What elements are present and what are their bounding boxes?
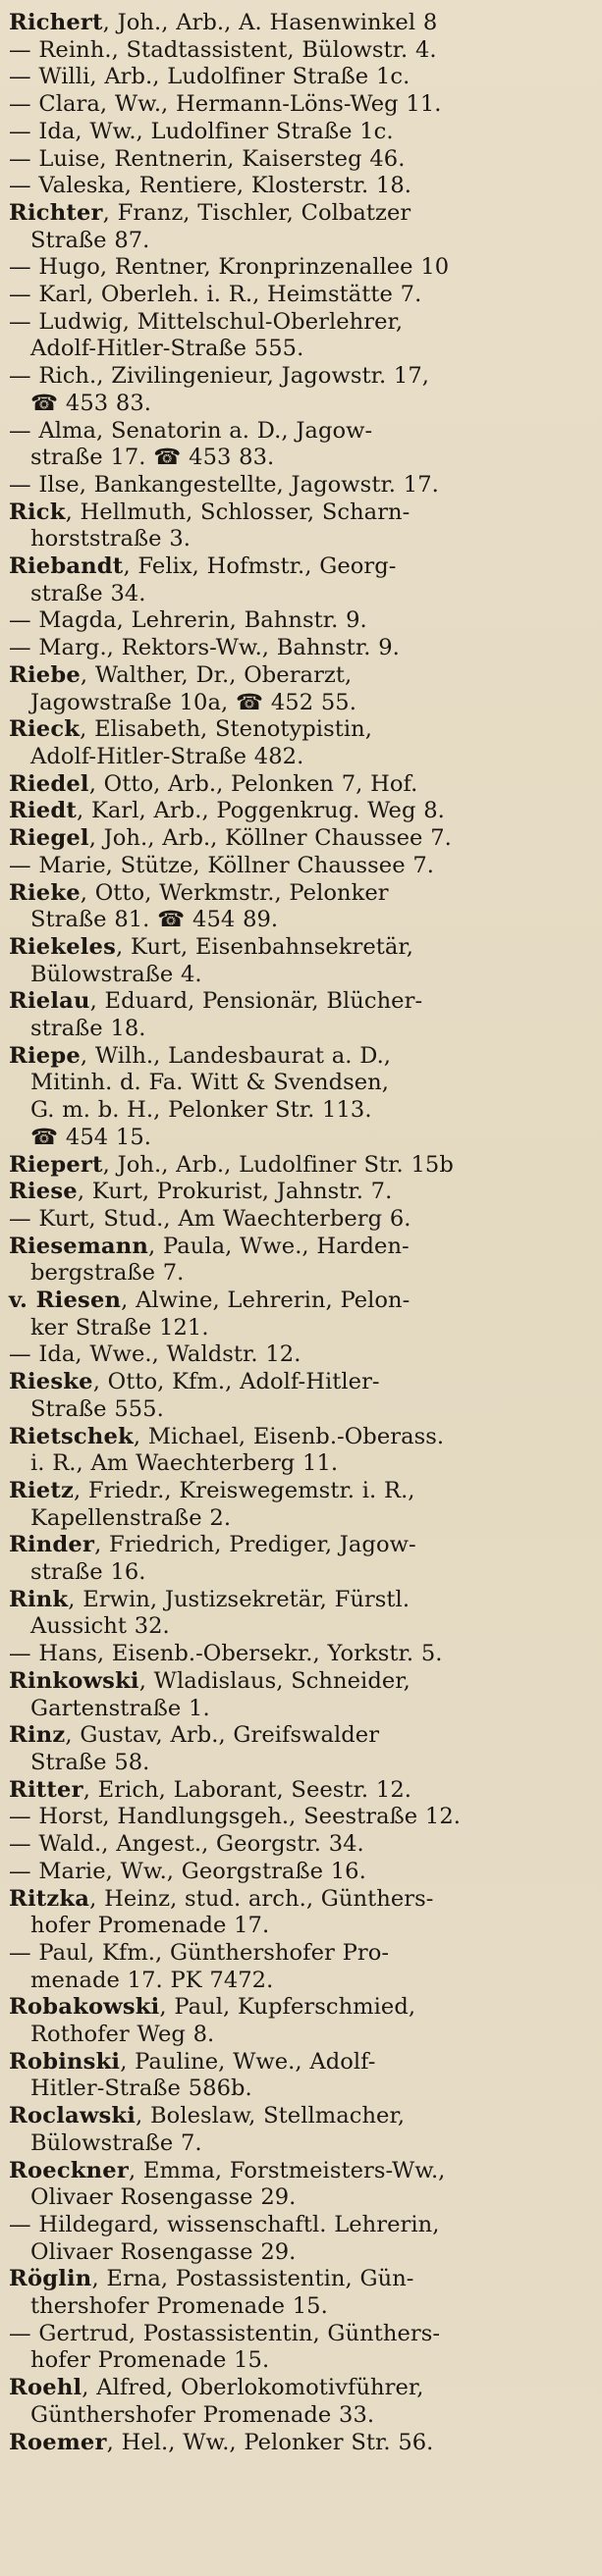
directory-entry [9, 2375, 588, 2429]
entry-details: , Alwine, Lehrerin, Pelon- ker Straße 121. [30, 1288, 410, 1341]
directory-entry [9, 1424, 588, 1478]
entry-surname: Rietz [9, 1477, 75, 1503]
entry-details: — Hans, Eisenb.-Obersekr., Yorkstr. 5. [9, 1641, 443, 1667]
directory-entry [9, 254, 588, 282]
entry-surname: Rielau [9, 988, 90, 1015]
directory-entry [9, 2103, 588, 2157]
entry-surname: Rieske [9, 1369, 93, 1395]
entry-surname: Richter [9, 199, 103, 226]
directory-entry [9, 1641, 588, 1668]
entry-details: — Ilse, Bankangestellte, Jagowstr. 17. [9, 471, 439, 498]
entry-details: — Rich., Zivilingenieur, Jagowstr. 17, ☎ 453 83. [9, 363, 430, 416]
directory-entry [9, 1206, 588, 1234]
entry-surname: Riese [9, 1179, 78, 1205]
entry-details: , Friedr., Kreiswegemstr. i. R., Kapellenstraße 2. [30, 1477, 415, 1531]
entry-surname: Robakowski [9, 1994, 160, 2021]
entry-surname: Ritzka [9, 1885, 90, 1912]
directory-entry [9, 1179, 588, 1206]
entry-details: , Gustav, Arb., Greifswalder Straße 58. [30, 1722, 380, 1775]
entry-surname: Riebe [9, 661, 81, 688]
entry-surname: Röglin [9, 2266, 92, 2292]
directory-entry [9, 2430, 588, 2457]
entry-details: — Paul, Kfm., Günthershofer Pro- menade 17. PK 7472. [9, 1939, 390, 1993]
directory-entry [9, 282, 588, 309]
entry-details: — Marie, Stütze, Köllner Chaussee 7. [9, 852, 435, 878]
entry-details: , Joh., Arb., Ludolfiner Str. 15b [102, 1151, 454, 1178]
directory-entry [9, 64, 588, 91]
entry-details: — Marg., Rektors-Ww., Bahnstr. 9. [9, 635, 400, 661]
entry-details: — Wald., Angest., Georgstr. 34. [9, 1831, 364, 1858]
directory-entry [9, 662, 588, 716]
directory-entry [9, 146, 588, 174]
directory-entry [9, 635, 588, 662]
entry-details: , Erwin, Justizsekretär, Fürstl. Aussicht 32. [30, 1586, 410, 1640]
entry-details: — Horst, Handlungsgeh., Seestraße 12. [9, 1804, 462, 1830]
entry-surname: Rieke [9, 879, 81, 906]
directory-entry [9, 363, 588, 417]
entry-surname: Riekeles [9, 933, 117, 960]
directory-entry [9, 2266, 588, 2320]
entry-surname: Rinkowski [9, 1667, 139, 1694]
entry-details: , Franz, Tischler, Colbatzer Straße 87. [30, 199, 411, 253]
directory-entry [9, 1668, 588, 1722]
directory-entry [9, 1234, 588, 1288]
entry-details: — Willi, Arb., Ludolfiner Straße 1c. [9, 64, 410, 90]
entry-surname: Riedt [9, 798, 77, 824]
directory-entry [9, 1152, 588, 1180]
directory-entry [9, 1341, 588, 1369]
directory-entry [9, 880, 588, 934]
entry-surname: Riepert [9, 1151, 103, 1178]
entry-surname: Rick [9, 499, 66, 525]
entry-surname: Robinski [9, 2048, 121, 2075]
entry-surname: Roeckner [9, 2157, 129, 2183]
entry-details: , Kurt, Prokurist, Jahnstr. 7. [77, 1179, 393, 1205]
directory-entry [9, 472, 588, 499]
entry-details: , Otto, Arb., Pelonken 7, Hof. [88, 770, 418, 797]
entry-details: — Magda, Lehrerin, Bahnstr. 9. [9, 607, 367, 634]
directory-entry [9, 37, 588, 65]
entry-details: , Erna, Postassistentin, Gün- thershofer Promenade 15. [30, 2266, 414, 2320]
entry-details: , Emma, Forstmeisters-Ww., Olivaer Rosengasse 29. [30, 2157, 446, 2211]
entry-surname: v. Riesen [9, 1288, 122, 1314]
entry-details: , Wladislaus, Schneider, Gartenstraße 1. [30, 1667, 410, 1721]
entry-surname: Riedel [9, 770, 89, 797]
entry-surname: Rinder [9, 1532, 95, 1558]
directory-entry [9, 1804, 588, 1831]
entry-details: , Hel., Ww., Pelonker Str. 56. [106, 2429, 434, 2455]
entry-details: , Joh., Arb., Köllner Chaussee 7. [88, 825, 452, 852]
entry-surname: Roclawski [9, 2103, 137, 2129]
directory-entry [9, 798, 588, 825]
directory-entry [9, 91, 588, 119]
directory-entry [9, 771, 588, 799]
entry-surname: Rietschek [9, 1423, 134, 1449]
entry-details: , Boleslaw, Stellmacher, Bülowstraße 7. [30, 2103, 406, 2156]
directory-entry [9, 1940, 588, 1994]
entry-details: , Felix, Hofmstr., Georg- straße 34. [30, 553, 397, 606]
directory-entry [9, 1478, 588, 1532]
entry-details: — Karl, Oberleh. i. R., Heimstätte 7. [9, 282, 422, 308]
entry-details: , Paul, Kupferschmied, Rothofer Weg 8. [30, 1994, 416, 2048]
entry-surname: Riebandt [9, 553, 124, 580]
directory-entry [9, 607, 588, 635]
entry-details: , Eduard, Pensionär, Blücher- straße 18. [30, 988, 423, 1042]
entry-details: — Gertrud, Postassistentin, Günthers- hofer Promenade 15. [9, 2320, 441, 2374]
entry-details: , Joh., Arb., A. Hasenwinkel 8 [102, 10, 438, 35]
directory-entry [9, 1777, 588, 1805]
entry-surname: Rinz [9, 1722, 66, 1749]
entry-details: — Valeska, Rentiere, Klosterstr. 18. [9, 173, 411, 199]
directory-entry [9, 2158, 588, 2212]
entry-surname: Roemer [9, 2429, 107, 2455]
directory-entry [9, 1369, 588, 1423]
entry-details: — Ida, Ww., Ludolfiner Straße 1c. [9, 118, 394, 144]
directory-entry [9, 200, 588, 254]
entry-details: — Kurt, Stud., Am Waechterberg 6. [9, 1205, 411, 1232]
directory-entry [9, 988, 588, 1042]
directory-entry [9, 2212, 588, 2266]
directory-entry [9, 1886, 588, 1940]
entry-details: , Otto, Werkmstr., Pelonker Straße 81. ☎ 454 89. [30, 879, 389, 933]
entry-surname: Rink [9, 1586, 69, 1612]
directory-entry [9, 825, 588, 853]
entry-details: , Heinz, stud. arch., Günthers- hofer Promenade 17. [30, 1885, 434, 1939]
entry-details: — Alma, Senatorin a. D., Jagow- straße 17. ☎ 453 83. [9, 417, 373, 471]
entry-details: , Karl, Arb., Poggenkrug. Weg 8. [76, 798, 445, 824]
entry-details: , Walther, Dr., Oberarzt, Jagowstraße 10a, ☎ 452 55. [30, 661, 356, 715]
directory-entry [9, 1722, 588, 1776]
entry-details: — Ida, Wwe., Waldstr. 12. [9, 1341, 301, 1368]
entry-details: , Paula, Wwe., Harden- bergstraße 7. [30, 1233, 410, 1287]
directory-entry [9, 553, 588, 607]
entry-details: — Luise, Rentnerin, Kaisersteg 46. [9, 145, 406, 172]
entry-details: — Hugo, Rentner, Kronprinzenallee 10 [9, 254, 450, 281]
entry-details: — Ludwig, Mittelschul-Oberlehrer, Adolf-Hitler-Straße 555. [9, 308, 404, 362]
entry-details: , Wilh., Landesbaurat a. D., Mitinh. d. Fa. Witt & Svendsen, G. m. b. H., Pelonker Str. 113. ☎ 454 15. [30, 1042, 392, 1150]
entry-details: , Friedrich, Prediger, Jagow- straße 16. [30, 1532, 416, 1586]
entry-surname: Ritter [9, 1776, 83, 1803]
directory-entry [9, 10, 588, 37]
entry-details: , Erich, Laborant, Seestr. 12. [82, 1776, 411, 1803]
directory-entry [9, 418, 588, 472]
directory-entry [9, 716, 588, 770]
entry-surname: Roehl [9, 2375, 82, 2401]
entry-surname: Rieck [9, 716, 81, 743]
entry-details: , Kurt, Eisenbahnsekretär, Bülowstraße 4. [30, 933, 414, 987]
directory-entry [9, 1859, 588, 1886]
directory-entry [9, 1587, 588, 1641]
entry-details: — Hildegard, wissenschaftl. Lehrerin, Olivaer Rosengasse 29. [9, 2211, 440, 2265]
entry-surname: Riepe [9, 1042, 81, 1069]
entry-details: , Pauline, Wwe., Adolf- Hitler-Straße 586b. [30, 2048, 376, 2102]
entry-surname: Riesemann [9, 1233, 149, 1259]
directory-entry [9, 1831, 588, 1859]
entry-details: — Marie, Ww., Georgstraße 16. [9, 1858, 366, 1884]
entry-surname: Riegel [9, 825, 89, 852]
directory-entry [9, 1288, 588, 1341]
directory-entry [9, 309, 588, 363]
entry-details: , Michael, Eisenb.-Oberass. i. R., Am Waechterberg 11. [30, 1423, 445, 1477]
entry-details: — Reinh., Stadtassistent, Bülowstr. 4. [9, 36, 437, 63]
directory-entry [9, 2049, 588, 2103]
directory-entry [9, 934, 588, 988]
entry-details: , Hellmuth, Schlosser, Scharn- horststraße 3. [30, 499, 410, 552]
entry-details: , Otto, Kfm., Adolf-Hitler- Straße 555. [30, 1369, 380, 1422]
entry-details: , Elisabeth, Stenotypistin, Adolf-Hitler-Straße 482. [30, 716, 372, 769]
entry-details: — Clara, Ww., Hermann-Löns-Weg 11. [9, 91, 442, 118]
entry-details: , Alfred, Oberlokomotivführer, Günthershofer Promenade 33. [30, 2375, 424, 2428]
directory-entry [9, 853, 588, 880]
directory-entry [9, 119, 588, 146]
directory-entry [9, 1043, 588, 1152]
directory-entry [9, 2321, 588, 2375]
directory-entry [9, 1994, 588, 2048]
directory-entry [9, 499, 588, 553]
directory-entry [9, 173, 588, 200]
directory-entry [9, 1532, 588, 1586]
entry-surname: Richert [9, 10, 103, 35]
